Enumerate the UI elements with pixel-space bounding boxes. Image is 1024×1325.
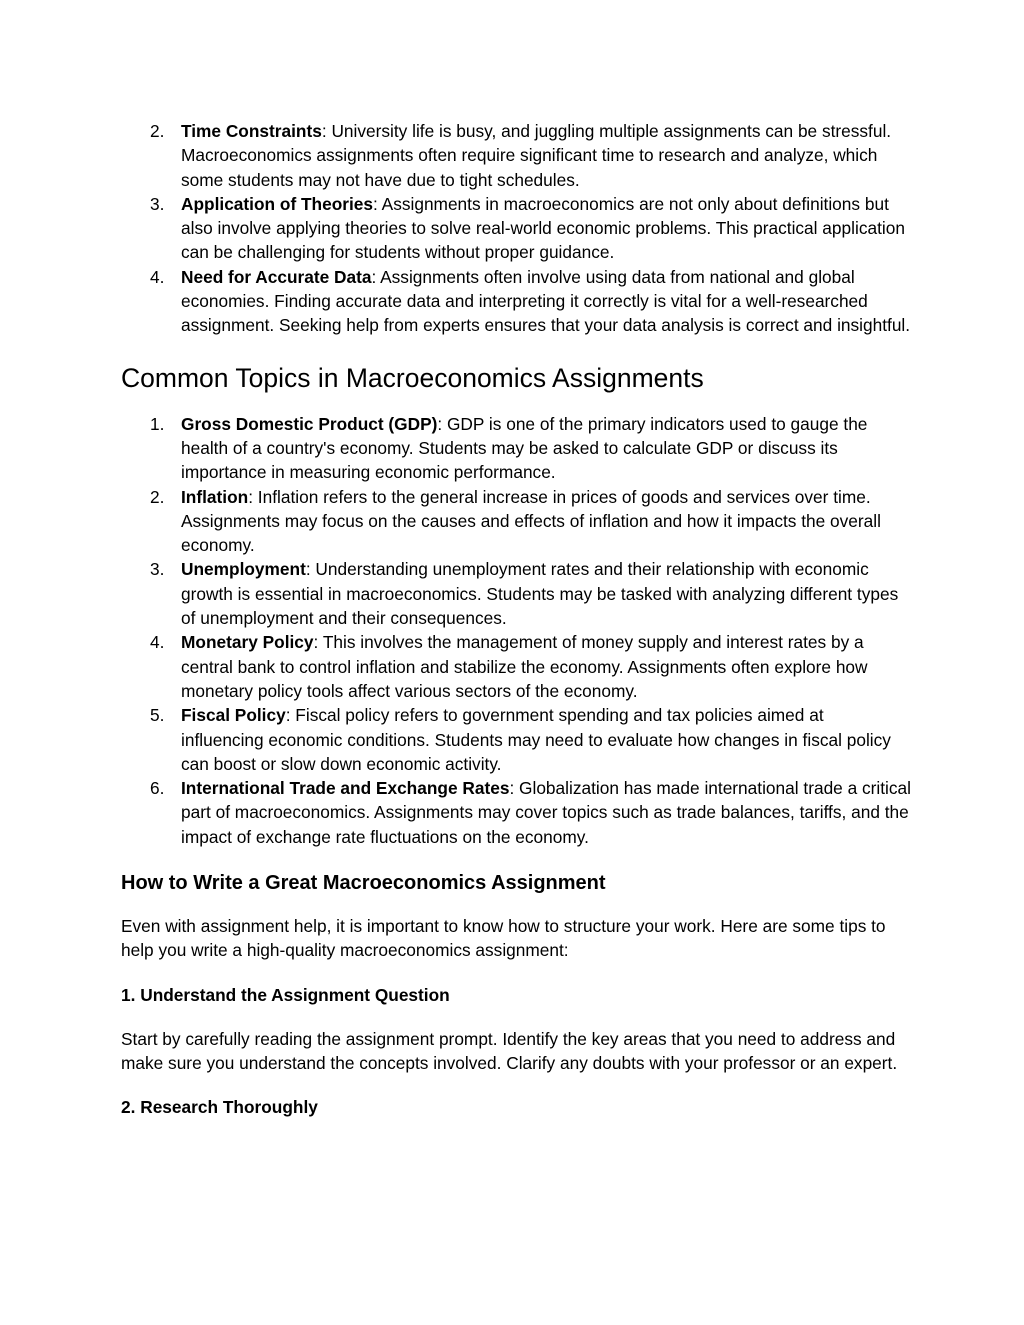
write-intro-paragraph: Even with assignment help, it is important to know how to structure your work. Here are some tips to help you write a high-quality macroeconomics assignment: <box>121 916 886 961</box>
list-item-number: 4. <box>150 632 165 653</box>
list-item-text: : Understanding unemployment rates and their relationship with economic growth is essential in macroeconomics. Students may be tasked with analyzing different types of unemployment and their consequences. <box>181 559 899 629</box>
list-item-term: Monetary Policy <box>181 632 314 653</box>
list-item-number: 4. <box>150 266 165 287</box>
list-item-number: 2. <box>150 121 165 141</box>
list-item-text: : Assignments in macroeconomics are not only about definitions but also involve applying theories to solve real-world economic problems. This practical application can be challenging for students without proper guidance. <box>181 193 905 263</box>
list-item <box>121 776 911 849</box>
list-item <box>121 557 911 630</box>
step1-heading: 1. Understand the Assignment Question <box>121 984 450 1005</box>
list-item-number: 3. <box>150 559 165 580</box>
list-item-term: Gross Domestic Product (GDP) <box>181 413 438 434</box>
list-item <box>121 119 911 192</box>
step2-heading: 2. Research Thoroughly <box>121 1097 318 1118</box>
list-item-number: 3. <box>150 193 165 214</box>
list-item <box>121 265 911 338</box>
list-item-term: Inflation <box>181 486 249 507</box>
list-item-text: : This involves the management of money supply and interest rates by a central bank to control inflation and stabilize the economy. Assignments often explore how monetary policy tools affect various sectors of the economy. <box>181 632 868 701</box>
list-item-number: 6. <box>150 778 165 799</box>
step1-paragraph: Start by carefully reading the assignment prompt. Identify the key areas that you need to address and make sure you understand the concepts involved. Clarify any doubts with your professor or an expert. <box>121 1028 898 1073</box>
list-item-text: : University life is busy, and juggling multiple assignments can be stressful. Macroeconomics assignments often require significant time to research and analyze, which some students may not have due to tight schedules. <box>181 121 892 190</box>
list-item-term: Application of Theories <box>181 193 374 214</box>
list-item-text: : Inflation refers to the general increase in prices of goods and services over time. Assignments may focus on the causes and effects of inflation and how it impacts the overall economy. <box>181 486 881 556</box>
document-page <box>121 119 911 1139</box>
list-item-text: : Fiscal policy refers to government spending and tax policies aimed at influencing economic conditions. Students may need to evaluate how changes in fiscal policy can boost or slow down economic activity. <box>181 705 891 774</box>
topics-list <box>121 412 911 849</box>
list-item-term: Need for Accurate Data <box>181 266 372 287</box>
list-item-number: 1. <box>150 413 165 434</box>
list-item <box>121 485 911 558</box>
list-item-number: 2. <box>150 486 165 507</box>
list-item <box>121 192 911 265</box>
topics-heading: Common Topics in Macroeconomics Assignments <box>121 362 704 393</box>
list-item-term: Fiscal Policy <box>181 705 286 726</box>
list-item-term: Unemployment <box>181 559 306 580</box>
list-item-number: 5. <box>150 705 165 726</box>
list-item <box>121 630 911 703</box>
list-item <box>121 703 911 776</box>
challenges-list <box>121 119 911 338</box>
list-item <box>121 412 911 485</box>
list-item-text: : Assignments often involve using data from national and global economies. Finding accurate data and interpreting it correctly is vital for a well-researched assignment. Seeking help from experts ensures that your data analysis is correct and insightful. <box>181 266 911 336</box>
list-item-term: Time Constraints <box>181 121 322 141</box>
list-item-text: : Globalization has made international trade a critical part of macroeconomics. Assignments may cover topics such as trade balances, tariffs, and the impact of exchange rate fluctuations on the economy. <box>181 778 911 847</box>
list-item-term: International Trade and Exchange Rates <box>181 778 510 799</box>
write-heading: How to Write a Great Macroeconomics Assignment <box>121 872 606 895</box>
list-item-text: : GDP is one of the primary indicators used to gauge the health of a country's economy. Students may be asked to calculate GDP or discuss its importance in measuring economic performance. <box>181 413 868 483</box>
